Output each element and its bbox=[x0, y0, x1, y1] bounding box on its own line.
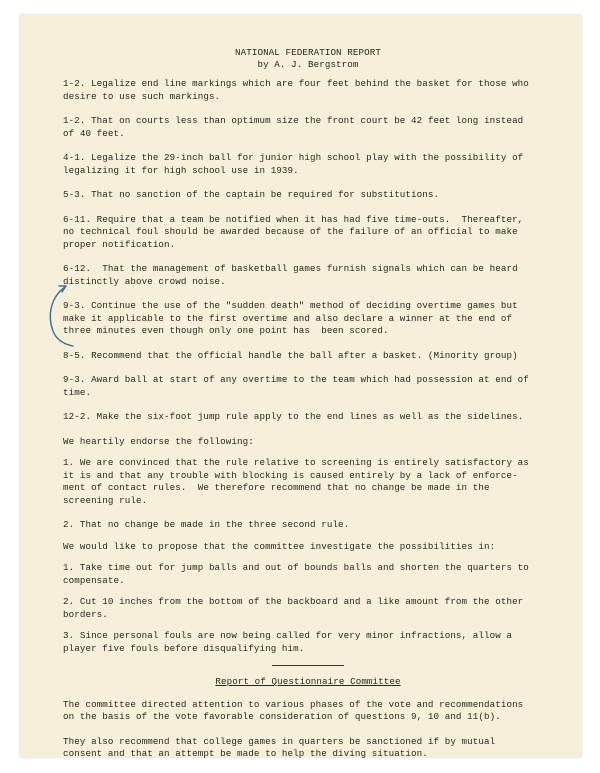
report-byline: by A. J. Bergstrom bbox=[257, 59, 359, 70]
endorse-item: 2. That no change be made in the three second rule. bbox=[63, 519, 350, 530]
rule-item: 1-2. Legalize end line markings which are four feet behind the basket for those who desire to use such markings. bbox=[63, 78, 529, 102]
rule-item: 5-3. That no sanction of the captain be required for substitutions. bbox=[63, 189, 440, 200]
rule-item: 1-2. That on courts less than optimum size the front court be 42 feet long instead of 40 feet. bbox=[63, 115, 524, 139]
document-page bbox=[20, 15, 581, 757]
report-header bbox=[63, 47, 553, 71]
rule-item: 6-11. Require that a team be notified when it has had five time-outs. Thereafter, no technical foul should be awarded because of the failure of an official to make proper notification. bbox=[63, 213, 524, 250]
propose-intro: We would like to propose that the committee investigate the possibilities in: bbox=[63, 540, 496, 552]
document-body bbox=[63, 47, 553, 773]
rule-item: 4-1. Legalize the 29-inch ball for junior high school play with the possibility of legalizing it for high school use in 1939. bbox=[63, 152, 524, 176]
section-divider bbox=[272, 665, 344, 666]
rule-item: 9-3. Award ball at start of any overtime to the team which had possession at end of time. bbox=[63, 374, 529, 398]
report-title: NATIONAL FEDERATION REPORT bbox=[235, 47, 381, 58]
committee-paragraph: They also recommend that college games in quarters be sanctioned if by mutual consent and that an attempt be made to help the diving situation. bbox=[63, 735, 496, 759]
rule-item: 8-5. Recommend that the official handle the ball after a basket. (Minority group) bbox=[63, 349, 518, 361]
committee-title: Report of Questionnaire Committee bbox=[215, 676, 401, 687]
rule-item: 9-3. Continue the use of the "sudden death" method of deciding overtime games but make it applicable to the first overtime and also declare a winner at the end of three minutes even though only one point has been scored. bbox=[63, 300, 518, 336]
endorse-intro: We heartily endorse the following: bbox=[63, 435, 254, 447]
rule-item: 6-12. That the management of basketball games furnish signals which can be heard distinctly above crowd noise. bbox=[63, 263, 518, 287]
propose-item: 3. Since personal fouls are now being called for very minor infractions, allow a player five fouls before disqualifying him. bbox=[63, 630, 513, 654]
rule-item: 12-2. Make the six-foot jump rule apply to the end lines as well as the sidelines. bbox=[63, 411, 524, 422]
endorse-item: 1. We are convinced that the rule relative to screening is entirely satisfactory as it is and that any trouble with blocking is caused entirely by a lack of enforce- ment of contact rules. We therefore recommend that no change be made in the screening rule. bbox=[63, 457, 529, 506]
propose-item: 1. Take time out for jump balls and out of bounds balls and shorten the quarters to compensate. bbox=[63, 562, 529, 586]
propose-item: 2. Cut 10 inches from the bottom of the backboard and a like amount from the other borders. bbox=[63, 596, 524, 620]
committee-paragraph: The committee directed attention to various phases of the vote and recommendations on the basis of the vote favorable consideration of questions 9, 10 and 11(b). bbox=[63, 698, 524, 722]
